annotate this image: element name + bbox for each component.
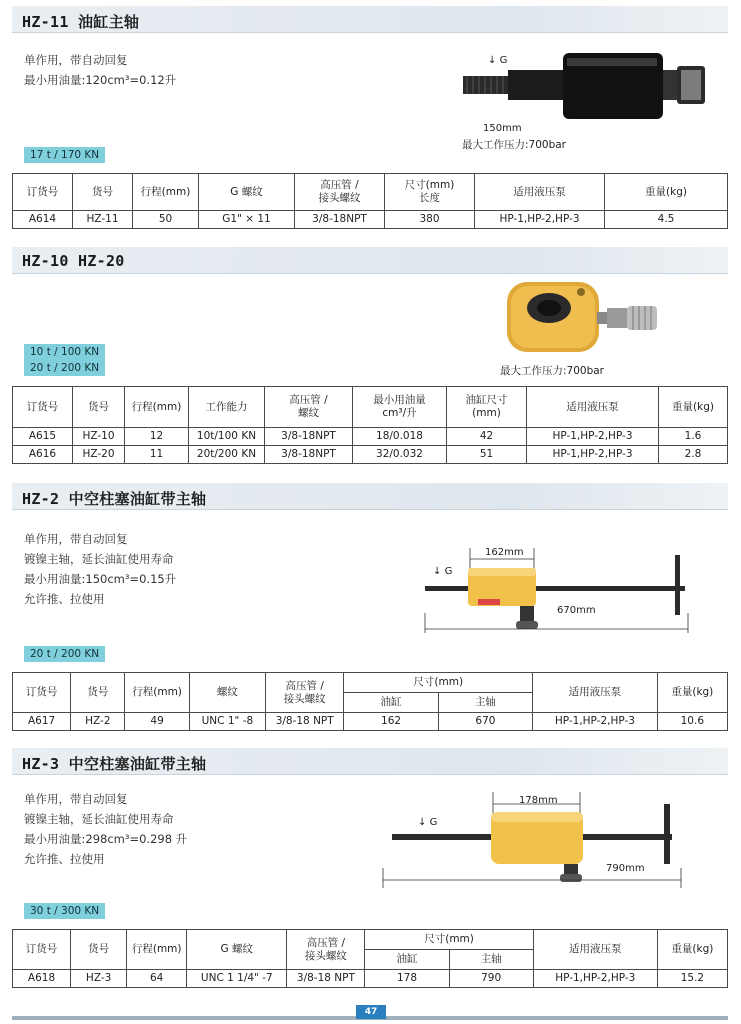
spec-table-hz10-hz20: [12, 386, 728, 464]
col-header: 适用液压泵: [533, 673, 658, 713]
col-header: 货号: [73, 174, 133, 211]
section-header-hz11: [12, 6, 728, 33]
table-row: [13, 713, 728, 731]
table-cell: 178: [365, 970, 449, 988]
table-cell: HP-1,HP-2,HP-3: [533, 713, 658, 731]
section-header-hz3: [12, 748, 728, 775]
table-cell: 18/0.018: [353, 428, 447, 446]
col-header: 尺寸(mm): [344, 673, 533, 693]
col-header: 行程(mm): [125, 387, 189, 428]
table-cell: 4.5: [605, 211, 728, 229]
table-cell: 3/8-18 NPT: [266, 713, 344, 731]
section-title: HZ-3 中空柱塞油缸带主轴: [22, 755, 207, 773]
col-header: 重量(kg): [659, 387, 728, 428]
table-cell: 20t/200 KN: [189, 446, 265, 464]
table-cell: UNC 1" -8: [189, 713, 265, 731]
capacity-tag: 17 t / 170 KN: [24, 147, 105, 163]
max-pressure-note: 最大工作压力:700bar: [500, 365, 604, 377]
desc-line: 单作用，带自动回复: [24, 532, 128, 546]
section-description: [24, 789, 187, 869]
table-cell: 3/8-18 NPT: [287, 970, 365, 988]
desc-line: 单作用，带自动回复: [24, 53, 128, 67]
max-pressure-note: 最大工作压力:700bar: [462, 139, 566, 151]
col-header: 货号: [71, 930, 127, 970]
desc-line: 镀镍主轴，延长油缸使用寿命: [24, 552, 174, 566]
col-header: 订货号: [13, 387, 73, 428]
col-header: 适用液压泵: [475, 174, 605, 211]
capacity-tag: 20 t / 200 KN: [24, 360, 105, 376]
hz10-product-image: [505, 278, 665, 358]
hz2-product-image: [420, 543, 700, 635]
col-header: 适用液压泵: [527, 387, 659, 428]
table-cell: 11: [125, 446, 189, 464]
table-cell: 162: [344, 713, 438, 731]
g-thread-label: ↓ G: [488, 55, 508, 66]
table-row: [13, 446, 728, 464]
spec-table-hz2: [12, 672, 728, 731]
table-cell: 670: [438, 713, 532, 731]
section-header-hz2: [12, 483, 728, 510]
col-header: 主轴: [449, 950, 533, 970]
table-cell: 42: [447, 428, 527, 446]
col-header: 行程(mm): [125, 673, 189, 713]
dimension-label: 670mm: [557, 605, 596, 616]
capacity-tag: 10 t / 100 KN: [24, 344, 105, 360]
dimension-label: 790mm: [606, 863, 645, 874]
table-cell: HZ-11: [73, 211, 133, 229]
desc-line: 最小用油量:150cm³=0.15升: [24, 572, 177, 586]
col-header: 订货号: [13, 673, 71, 713]
col-header: 高压管 / 接头螺纹: [295, 174, 385, 211]
table-cell: A618: [13, 970, 71, 988]
col-header: 油缸尺寸 (mm): [447, 387, 527, 428]
table-cell: HZ-3: [71, 970, 127, 988]
table-cell: 1.6: [659, 428, 728, 446]
table-cell: 380: [385, 211, 475, 229]
col-header: 重量(kg): [605, 174, 728, 211]
table-row: [13, 211, 728, 229]
section-title: HZ-10 HZ-20: [22, 252, 125, 270]
col-header: 订货号: [13, 174, 73, 211]
table-cell: HP-1,HP-2,HP-3: [533, 970, 657, 988]
table-cell: A617: [13, 713, 71, 731]
col-header: 高压管 / 螺纹: [265, 387, 353, 428]
table-cell: UNC 1 1/4" -7: [187, 970, 287, 988]
table-cell: A616: [13, 446, 73, 464]
col-header: 油缸: [344, 693, 438, 713]
col-header: 货号: [71, 673, 125, 713]
desc-line: 允许推、拉使用: [24, 852, 105, 866]
table-cell: 49: [125, 713, 189, 731]
col-header: 适用液压泵: [533, 930, 657, 970]
table-cell: 3/8-18NPT: [265, 446, 353, 464]
table-cell: HZ-20: [73, 446, 125, 464]
table-cell: G1" × 11: [199, 211, 295, 229]
col-header: 螺纹: [189, 673, 265, 713]
table-cell: 15.2: [657, 970, 727, 988]
col-header: 尺寸(mm) 长度: [385, 174, 475, 211]
table-cell: 64: [127, 970, 187, 988]
dimension-label: 162mm: [485, 547, 524, 558]
desc-line: 允许推、拉使用: [24, 592, 105, 606]
col-header: 行程(mm): [127, 930, 187, 970]
table-row: [13, 970, 728, 988]
g-thread-label: ↓ G: [418, 817, 438, 828]
col-header: 最小用油量 cm³/升: [353, 387, 447, 428]
section-description: [24, 50, 176, 90]
table-cell: 3/8-18NPT: [295, 211, 385, 229]
page-number: 47: [356, 1005, 386, 1019]
table-cell: HZ-2: [71, 713, 125, 731]
spec-table-hz3: [12, 929, 728, 988]
col-header: 工作能力: [189, 387, 265, 428]
dimension-label: 150mm: [483, 123, 522, 134]
table-cell: 3/8-18NPT: [265, 428, 353, 446]
capacity-tag: 30 t / 300 KN: [24, 903, 105, 919]
spec-table-hz11: [12, 173, 728, 229]
table-cell: 32/0.032: [353, 446, 447, 464]
col-header: 高压管 / 接头螺纹: [287, 930, 365, 970]
g-thread-label: ↓ G: [433, 566, 453, 577]
table-cell: HP-1,HP-2,HP-3: [527, 446, 659, 464]
col-header: 高压管 / 接头螺纹: [266, 673, 344, 713]
section-title: HZ-11 油缸主轴: [22, 13, 140, 31]
col-header: 行程(mm): [133, 174, 199, 211]
table-cell: HZ-10: [73, 428, 125, 446]
col-header: 油缸: [365, 950, 449, 970]
col-header: 订货号: [13, 930, 71, 970]
col-header: 货号: [73, 387, 125, 428]
section-description: [24, 529, 176, 609]
section-title: HZ-2 中空柱塞油缸带主轴: [22, 490, 207, 508]
table-cell: 12: [125, 428, 189, 446]
col-header: 尺寸(mm): [365, 930, 533, 950]
dimension-label: 178mm: [519, 795, 558, 806]
table-cell: A614: [13, 211, 73, 229]
col-header: 主轴: [438, 693, 532, 713]
table-cell: 10t/100 KN: [189, 428, 265, 446]
table-cell: 790: [449, 970, 533, 988]
desc-line: 单作用，带自动回复: [24, 792, 128, 806]
capacity-tag: 20 t / 200 KN: [24, 646, 105, 662]
table-cell: HP-1,HP-2,HP-3: [475, 211, 605, 229]
table-cell: HP-1,HP-2,HP-3: [527, 428, 659, 446]
col-header: G 螺纹: [199, 174, 295, 211]
table-cell: 2.8: [659, 446, 728, 464]
table-cell: 50: [133, 211, 199, 229]
desc-line: 最小用油量:298cm³=0.298 升: [24, 832, 188, 846]
col-header: 重量(kg): [657, 673, 727, 713]
section-header-hz10-hz20: [12, 247, 728, 274]
desc-line: 镀镍主轴，延长油缸使用寿命: [24, 812, 174, 826]
table-cell: A615: [13, 428, 73, 446]
col-header: G 螺纹: [187, 930, 287, 970]
desc-line: 最小用油量:120cm³=0.12升: [24, 73, 177, 87]
col-header: 重量(kg): [657, 930, 727, 970]
table-cell: 10.6: [657, 713, 727, 731]
table-cell: 51: [447, 446, 527, 464]
table-row: [13, 428, 728, 446]
